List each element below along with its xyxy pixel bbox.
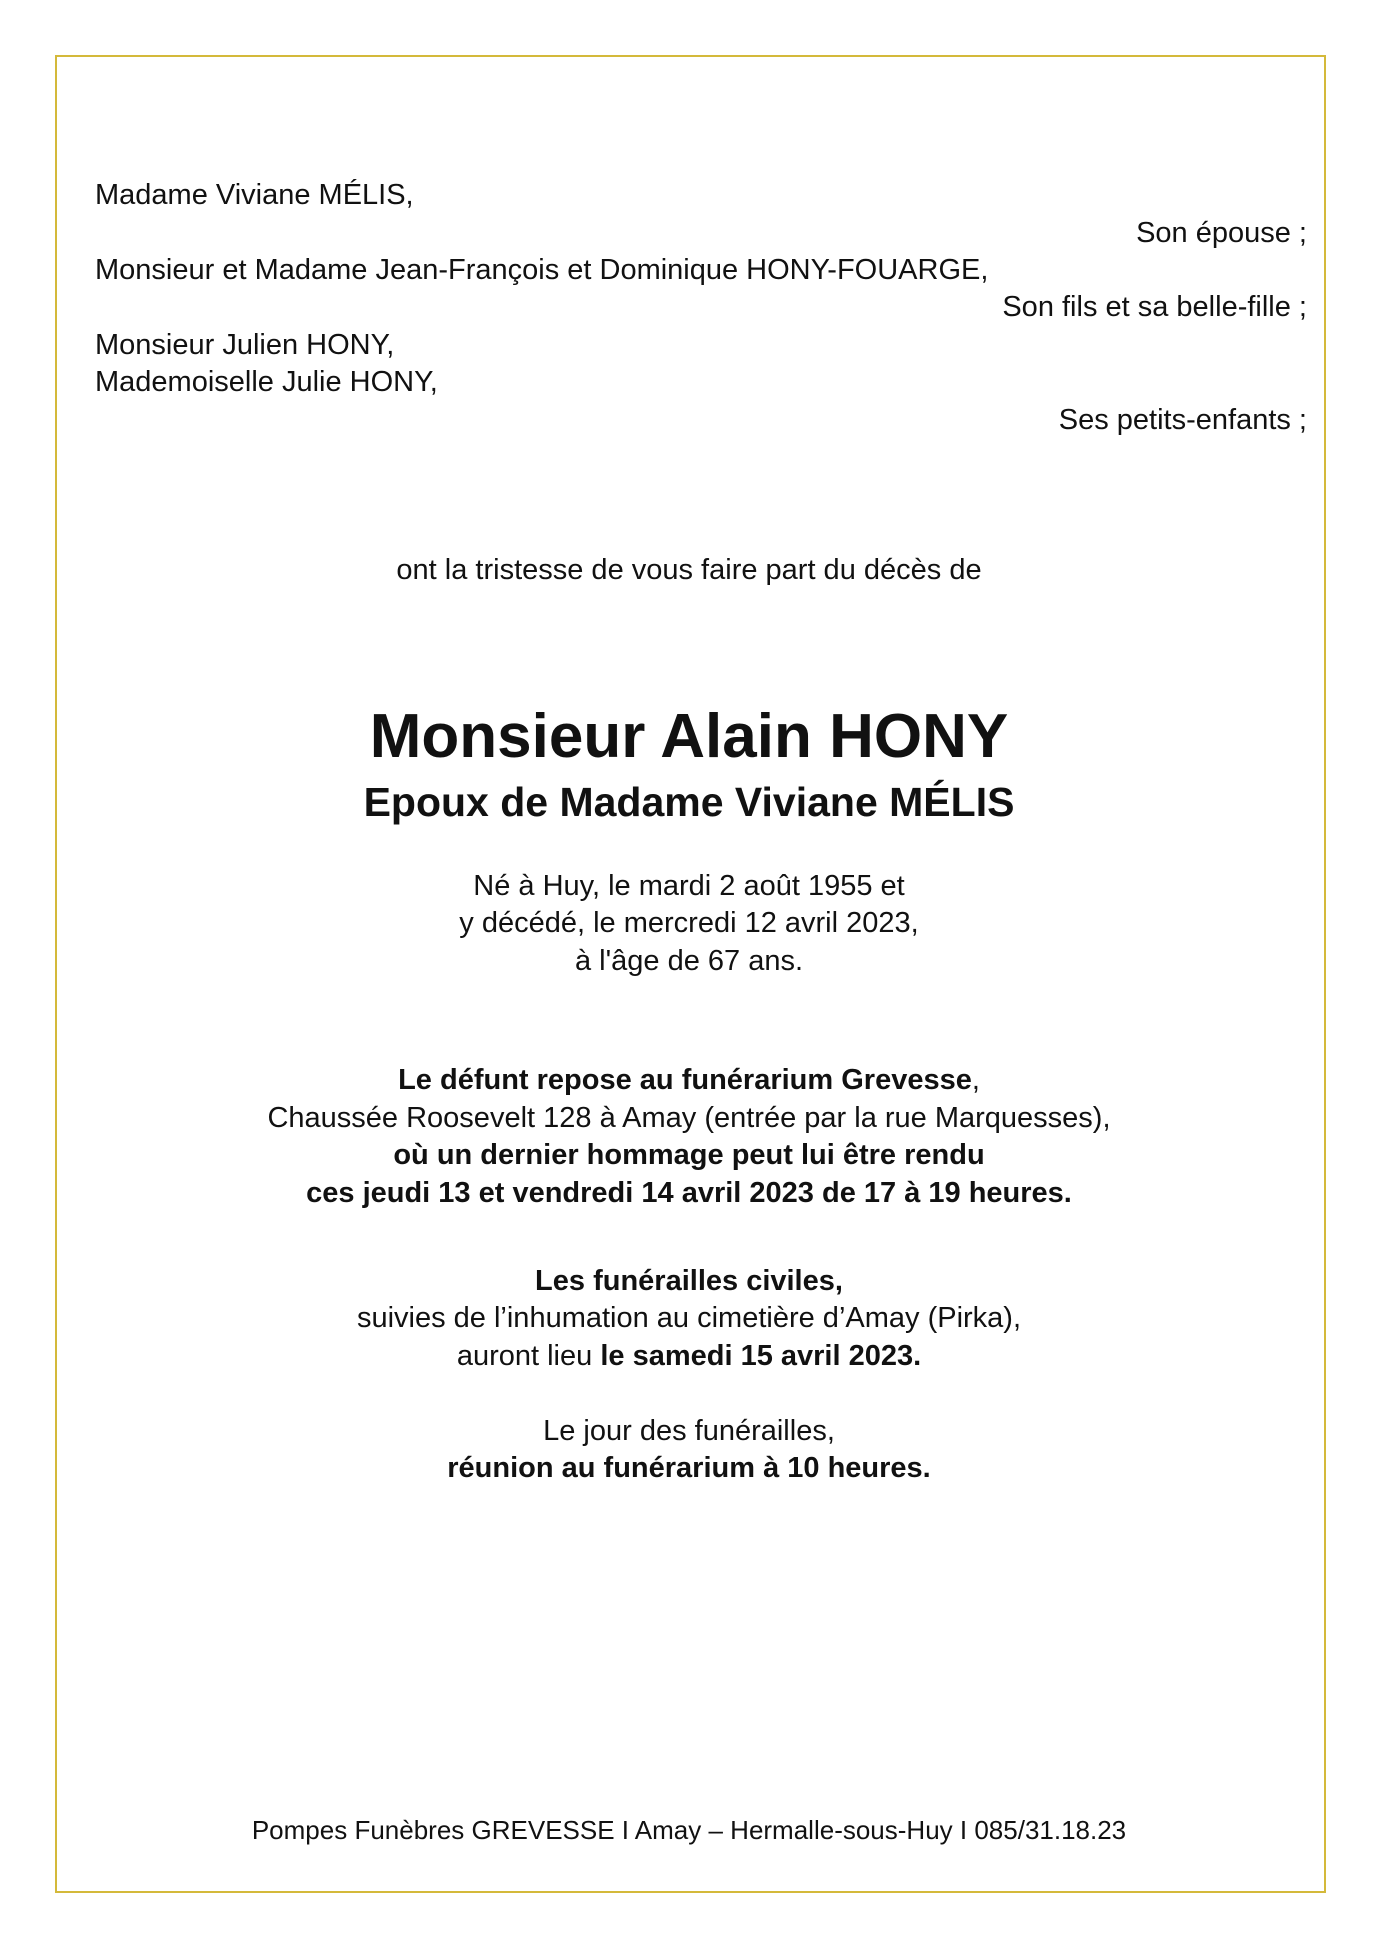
funeral-home-footer: Pompes Funèbres GREVESSE I Amay – Hermalle-sous-Huy I 085/31.18.23 [251, 1815, 1127, 1845]
deceased-name: Monsieur Alain HONY [369, 702, 1009, 771]
viewing-dates: ces jeudi 13 et vendredi 14 avril 2023 de 17 à 19 heures. [306, 1177, 1072, 1209]
spouse-relation: Son épouse ; [1136, 217, 1307, 249]
funeral-date-prefix: auront lieu [456, 1340, 601, 1372]
viewing-address: Chaussée Roosevelt 128 à Amay (entrée par la rue Marquesses), [267, 1102, 1111, 1134]
viewing-location-comma: , [971, 1064, 980, 1096]
announcement: ont la tristesse de vous faire part du décès de [396, 554, 982, 586]
death-line: y décédé, le mercredi 12 avril 2023, [459, 907, 919, 939]
viewing-location [0, 1063, 1378, 1097]
grandchild-1: Monsieur Julien HONY, [95, 329, 395, 361]
birth-line: Né à Huy, le mardi 2 août 1955 et [473, 870, 905, 902]
funeral-date [0, 1339, 1378, 1373]
meeting-time: réunion au funérarium à 10 heures. [447, 1452, 931, 1484]
funeral-date-bold: le samedi 15 avril 2023. [600, 1340, 922, 1372]
age-line: à l'âge de 67 ans. [574, 945, 804, 977]
viewing-location-bold: Le défunt repose au funérarium Grevesse [398, 1064, 972, 1096]
grandchildren-relation: Ses petits-enfants ; [1058, 404, 1307, 436]
deceased-spouse-of: Epoux de Madame Viviane MÉLIS [363, 779, 1015, 825]
funeral-title: Les funérailles civiles, [535, 1265, 843, 1297]
children-name: Monsieur et Madame Jean-François et Dominique HONY-FOUARGE, [95, 254, 989, 286]
grandchild-2: Mademoiselle Julie HONY, [95, 366, 438, 398]
viewing-tribute: où un dernier hommage peut lui être rendu [393, 1139, 985, 1171]
meeting-intro: Le jour des funérailles, [543, 1415, 835, 1447]
spouse-name: Madame Viviane MÉLIS, [95, 179, 414, 211]
children-relation: Son fils et sa belle-fille ; [1002, 291, 1307, 323]
funeral-burial: suivies de l’inhumation au cimetière d’Amay (Pirka), [356, 1302, 1022, 1334]
